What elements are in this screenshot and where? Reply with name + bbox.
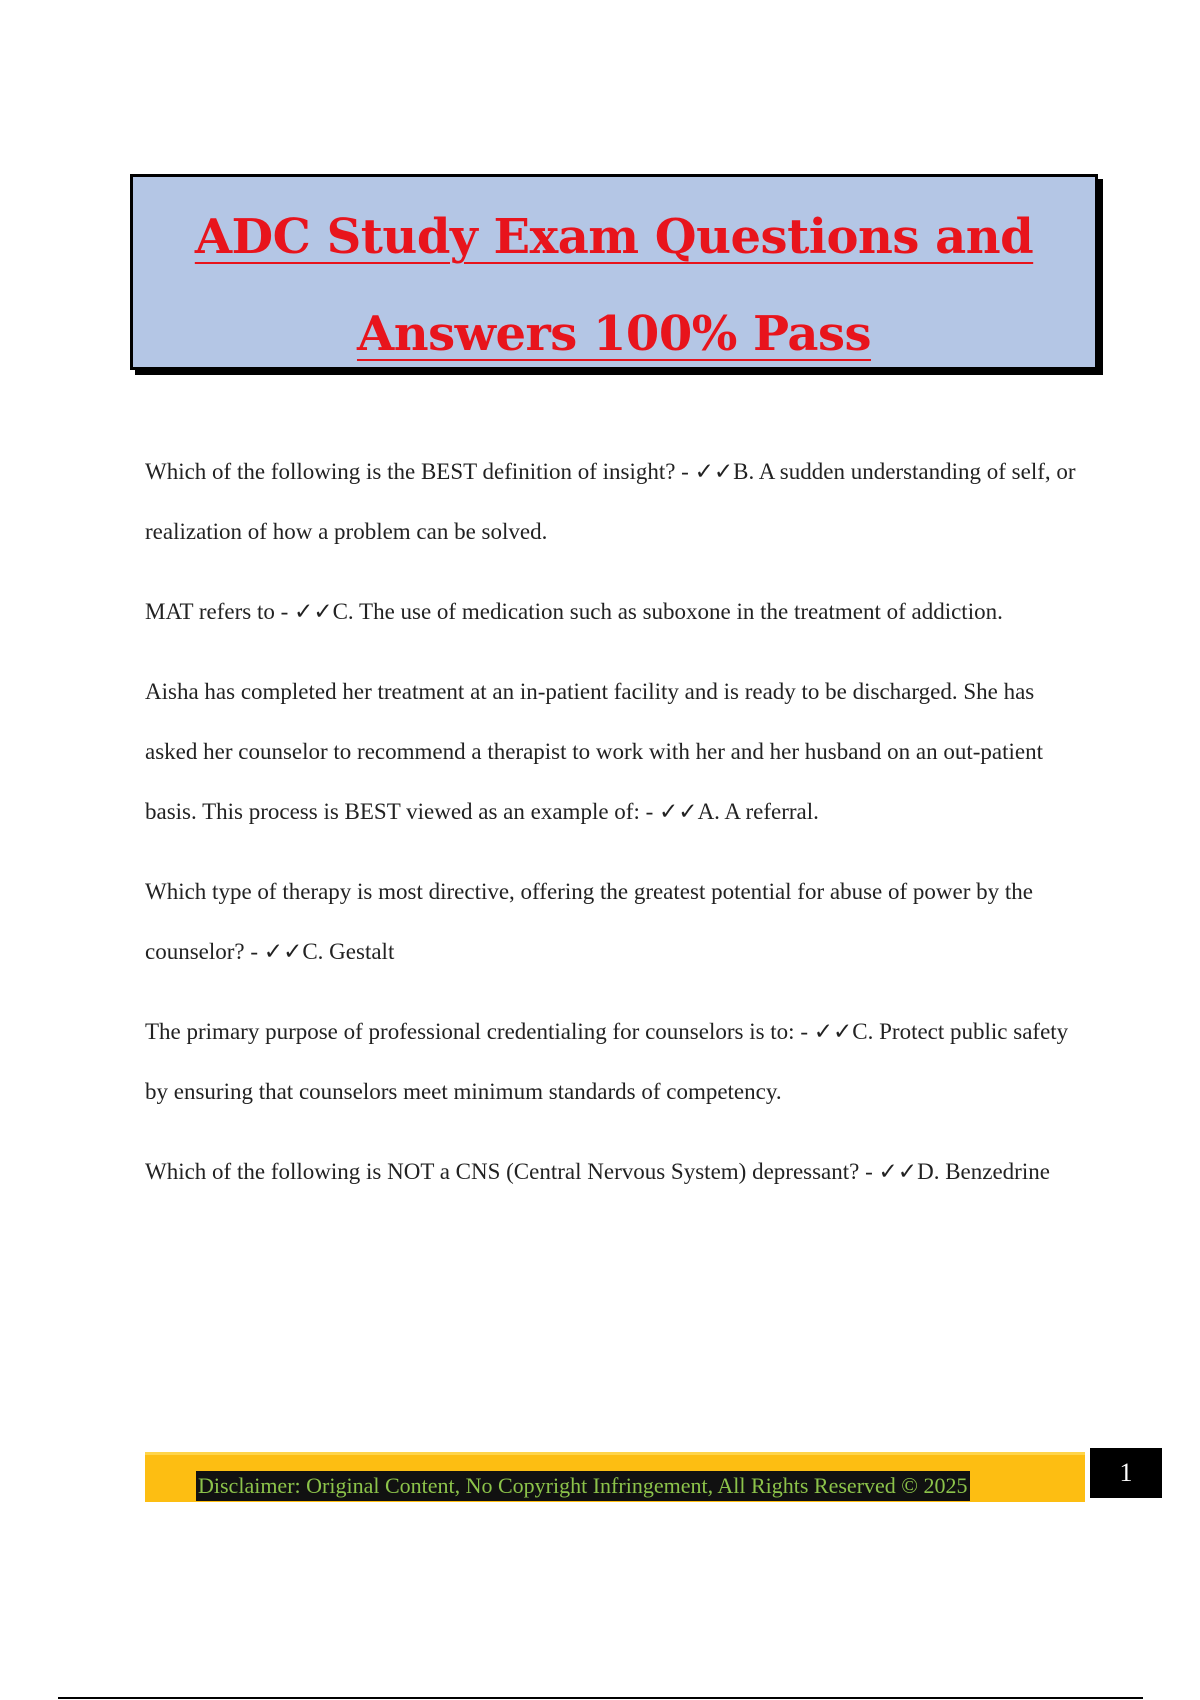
check-marks: ✓✓ (694, 459, 734, 484)
qa-item (145, 662, 1090, 842)
title-box (130, 174, 1098, 370)
answer-text: C. Protect public safety by ensuring that counselors meet minimum standards of competency. (145, 1019, 1069, 1104)
qa-item (145, 582, 1090, 642)
page-number: 1 (1090, 1448, 1162, 1498)
check-marks: ✓✓ (263, 939, 303, 964)
document-title-line-2: Answers 100% Pass (356, 306, 871, 362)
check-marks: ✓✓ (878, 1159, 918, 1184)
question-text: Which of the following is the BEST definition of insight? - (145, 459, 695, 484)
answer-text: C. The use of medication such as suboxone in the treatment of addiction. (332, 599, 1003, 624)
disclaimer-text: Disclaimer: Original Content, No Copyright Infringement, All Rights Reserved © 2025 (196, 1471, 970, 1501)
check-marks: ✓✓ (659, 799, 698, 824)
answer-text: D. Benzedrine (917, 1159, 1050, 1184)
document-title-line-1: ADC Study Exam Questions and (194, 209, 1034, 265)
page-divider (58, 1697, 1143, 1699)
qa-list (145, 442, 1090, 1222)
qa-item (145, 442, 1090, 562)
qa-item (145, 862, 1090, 982)
question-text: Which of the following is NOT a CNS (Central Nervous System) depressant? - (145, 1159, 879, 1184)
qa-item (145, 1142, 1090, 1202)
answer-text: C. Gestalt (302, 939, 395, 964)
question-text: Aisha has completed her treatment at an in-patient facility and is ready to be discharged. She has asked her counselor to recommend a therapist to work with her and her husband on an out-patient basis. This process is BEST viewed as an example of: - (145, 679, 1044, 824)
question-text: Which type of therapy is most directive, offering the greatest potential for abuse of power by the counselor? - (145, 879, 1033, 964)
answer-text: A. A referral. (697, 799, 819, 824)
question-text: The primary purpose of professional credentialing for counselors is to: - (145, 1019, 814, 1044)
answer-text: B. A sudden understanding of self, or realization of how a problem can be solved. (145, 459, 1076, 544)
check-marks: ✓✓ (294, 599, 333, 624)
qa-item (145, 1002, 1090, 1122)
question-text: MAT refers to - (145, 599, 295, 624)
check-marks: ✓✓ (813, 1019, 853, 1044)
